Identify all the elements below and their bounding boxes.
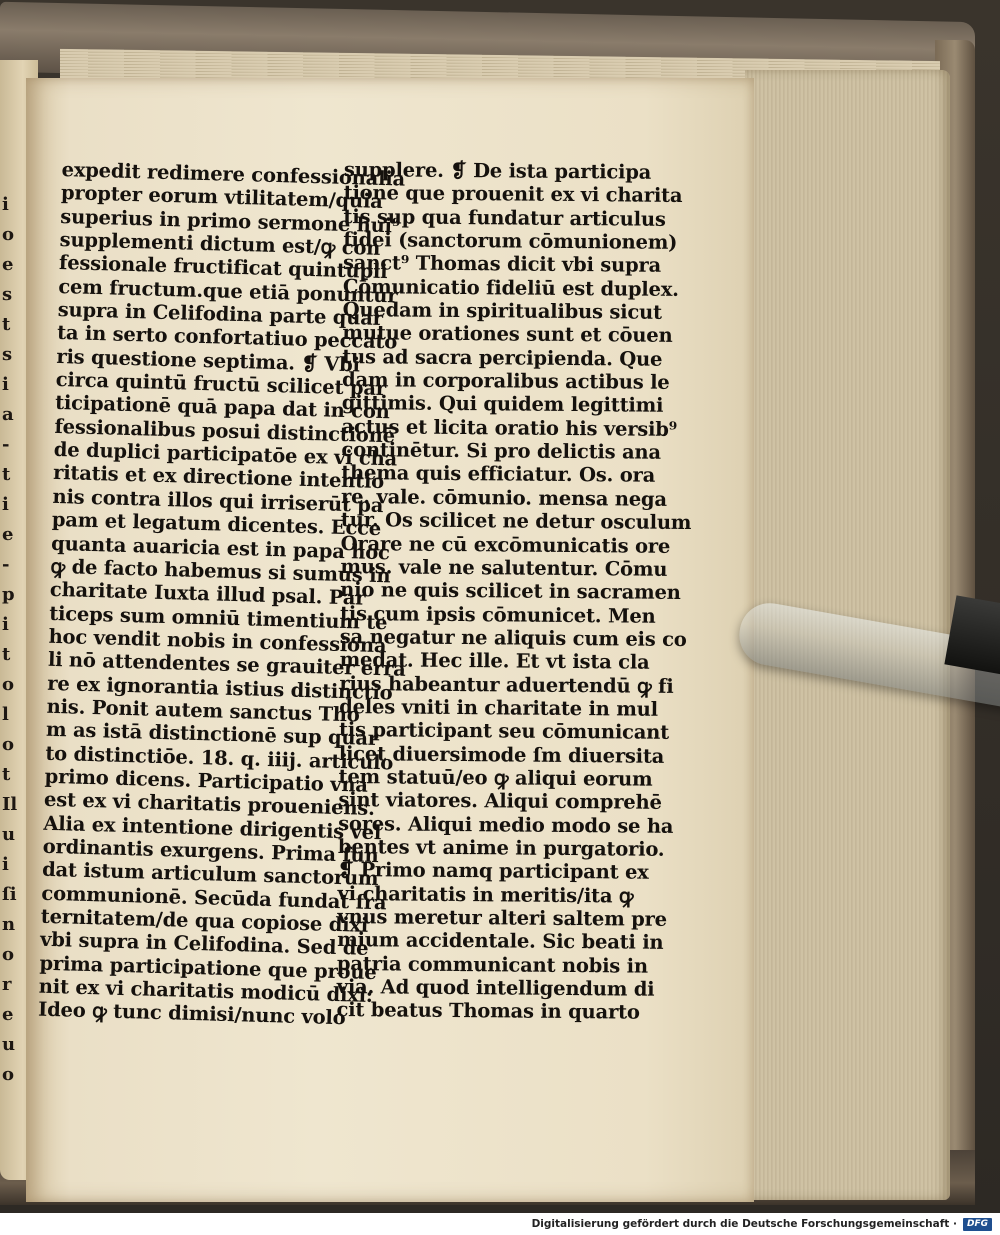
- margin-letter: i: [2, 614, 9, 635]
- margin-letter: o: [2, 734, 15, 755]
- text-line: tis sup qua fundatur articulus: [343, 204, 666, 231]
- text-line: mium accidentale. Sic beati in: [337, 928, 664, 955]
- text-line: mus. vale ne salutentur. Cōmu: [340, 554, 668, 581]
- text-line: supplere. ❡ De ista participa: [343, 158, 652, 184]
- text-line: fessionale fructificat quintupli: [58, 251, 388, 284]
- text-line: re ex ignorantia istius distinctio: [47, 671, 393, 704]
- text-line: rius habeantur aduertendū ꝙ fi: [339, 671, 674, 698]
- text-line: Ideo ꝙ tunc dimisi/nunc volo: [37, 998, 346, 1030]
- text-line: to distinctiōe. 18. q. iiij. articulo: [45, 741, 394, 775]
- margin-letter: t: [2, 764, 11, 785]
- text-line: primo dicens. Participatio vna: [44, 764, 369, 797]
- text-line: thema quis efficiatur. Os. ora: [341, 461, 656, 488]
- text-line: de duplici participatōe ex vi cha: [53, 438, 398, 471]
- text-line: est ex vi charitatis proueniens.: [43, 788, 376, 821]
- margin-letter: -: [2, 554, 10, 575]
- text-line: expedit redimere confessionalia: [61, 158, 406, 191]
- margin-letter: o: [2, 1064, 15, 1085]
- text-line: continētur. Si pro delictis ana: [341, 438, 661, 464]
- text-line: re. vale. cōmunio. mensa nega: [340, 484, 667, 511]
- text-line: nis contra illos qui irriserūt pa: [52, 484, 384, 517]
- margin-letter: ſi: [2, 884, 17, 905]
- margin-letter: p: [2, 584, 15, 605]
- text-line: patria communicant nobis in: [336, 951, 649, 978]
- text-line: sanct⁹ Thomas dicit vbi supra: [342, 251, 662, 278]
- text-line: tis participant seu cōmunicant: [338, 718, 670, 745]
- text-line: dat istum articulum sanctorum: [41, 858, 379, 891]
- text-line: ritatis et ex directione intentio: [52, 461, 385, 494]
- book-page: [26, 78, 754, 1202]
- margin-letter: n: [2, 914, 16, 935]
- text-line: tis cum ipsis cōmunicet. Men: [339, 601, 656, 628]
- text-line: fidei (sanctorum cōmunionem): [343, 228, 678, 254]
- text-line: vnus meretur alteri saltem pre: [337, 904, 667, 931]
- margin-letter: e: [2, 254, 14, 275]
- text-line: medat. Hec ille. Et vt ista cla: [339, 648, 650, 674]
- text-line: quanta auaricia est in papa hoc: [50, 531, 391, 564]
- text-line: supplementi dictum est/ꝙ con: [59, 228, 381, 260]
- margin-letter: r: [2, 974, 12, 995]
- margin-letter: o: [2, 674, 15, 695]
- margin-letter: i: [2, 374, 9, 395]
- margin-letter: a: [2, 404, 14, 425]
- text-line: ticipationē quā papa dat in con: [54, 391, 390, 424]
- text-line: tur. Os scilicet ne detur osculum: [340, 508, 692, 535]
- margin-letter: t: [2, 464, 11, 485]
- text-line: Alia ex intentione dirigentis vel: [43, 811, 382, 844]
- text-line: via. Ad quod intelligendum di: [336, 975, 655, 1001]
- margin-letter: e: [2, 1004, 14, 1025]
- margin-letter: Il: [2, 794, 18, 815]
- text-line: mutue orationes sunt et cōuen: [342, 321, 673, 348]
- text-line: charitate Iuxta illud psal. Par: [49, 578, 366, 610]
- text-line: ❡ Primo namq participant ex: [337, 858, 649, 884]
- text-line: nis. Ponit autem sanctus Tho: [46, 694, 360, 727]
- text-line: bentes vt anime in purgatorio.: [337, 834, 665, 861]
- text-line: supra in Celifodina parte quar: [57, 298, 384, 331]
- margin-letter: o: [2, 224, 15, 245]
- text-line: hoc vendit nobis in confessiona: [48, 624, 387, 658]
- dfg-logo: DFG: [963, 1218, 992, 1231]
- text-line: li nō attendentes se grauiter erra: [47, 648, 406, 682]
- margin-letter: -: [2, 434, 10, 455]
- text-line: tus ad sacra percipienda. Que: [342, 344, 663, 371]
- margin-letter: i: [2, 194, 9, 215]
- text-line: actus et licita oratio his versib⁹: [341, 414, 678, 441]
- margin-letter: s: [2, 284, 13, 305]
- text-line: prima participatione que proue: [39, 951, 377, 984]
- text-line: communionē. Secūda fundat fra: [41, 881, 387, 914]
- text-line: licet diuersimode ſm diuersita: [338, 741, 665, 768]
- text-line: ordinantis exurgens. Prima fun: [42, 834, 379, 868]
- text-line: sint viatores. Aliqui comprehē: [338, 788, 662, 815]
- margin-letter: t: [2, 314, 11, 335]
- text-line: fessionalibus posui distinctionē: [54, 414, 396, 448]
- text-line: cit beatus Thomas in quarto: [336, 998, 640, 1024]
- text-line: nit ex vi charitatis modicū dixi:: [38, 974, 374, 1008]
- text-line: Orare ne cū excōmunicatis ore: [340, 531, 671, 558]
- text-line: vbi supra in Celifodina. Sed de: [39, 928, 369, 961]
- text-line: vi charitatis in meritis/ita ꝙ: [337, 881, 634, 908]
- text-line: ticeps sum omniū timentium te: [48, 601, 388, 634]
- text-line: gittimis. Qui quidem legittimi: [341, 391, 664, 418]
- margin-letter: u: [2, 824, 16, 845]
- text-line: nio ne quis scilicet in sacramen: [340, 578, 681, 605]
- margin-letter: t: [2, 644, 11, 665]
- margin-letter: l: [2, 704, 9, 725]
- text-column-right: [336, 158, 692, 1024]
- text-line: ta in serto confortatiuo peccato: [56, 321, 398, 354]
- footer-credit-text: Digitalisierung gefördert durch die Deutsche Forschungsgemeinschaft ·: [531, 1218, 957, 1230]
- text-line: sores. Aliqui medio modo se ha: [338, 811, 674, 838]
- text-line: pam et legatum dicentes. Ecce: [51, 508, 382, 541]
- text-line: sa negatur ne aliquis cum eis co: [339, 624, 687, 651]
- footer-credit-bar: [0, 1213, 1000, 1235]
- text-line: Quedam in spiritualibus sicut: [342, 298, 662, 324]
- left-page-margin-text: [2, 190, 26, 1090]
- margin-letter: u: [2, 1034, 16, 1055]
- text-line: ternitatem/de qua copiose dixi: [40, 904, 369, 937]
- text-line: ris questione septima. ❡ Vbi: [56, 344, 361, 377]
- text-line: Cōmunicatio fideliū est duplex.: [342, 274, 679, 301]
- text-line: ꝙ de facto habemus si sumus in: [50, 554, 391, 588]
- text-line: dam in corporalibus actibus le: [341, 368, 670, 394]
- margin-letter: i: [2, 854, 9, 875]
- margin-letter: s: [2, 344, 13, 365]
- margin-letter: o: [2, 944, 15, 965]
- text-line: deles vniti in charitate in mul: [339, 694, 659, 721]
- text-line: tem statuū/eo ꝙ aliqui eorum: [338, 764, 653, 791]
- text-line: superius in primo sermone hui⁹: [60, 204, 401, 238]
- margin-letter: e: [2, 524, 14, 545]
- text-line: circa quintū fructū scilicet par: [55, 368, 387, 401]
- text-line: m as istā distinctionē sup quar: [45, 718, 379, 751]
- margin-letter: i: [2, 494, 9, 515]
- text-line: propter eorum vtilitatem/quia: [60, 181, 383, 214]
- text-column-left: [37, 158, 406, 1030]
- text-line: cem fructum.que etiā ponuntur: [58, 274, 398, 308]
- text-line: tione que prouenit ex vi charita: [343, 181, 683, 208]
